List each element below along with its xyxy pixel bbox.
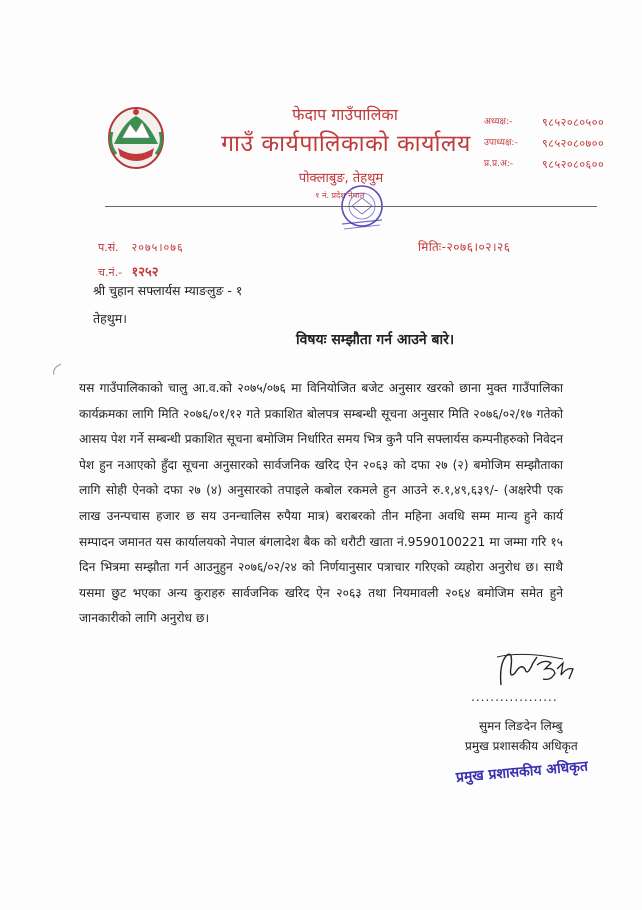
letter-number-value: १२५२ [131,265,159,280]
contact-label: अध्यक्ष:- [484,117,513,127]
municipality-name: फेदाप गाउँपालिका [292,105,398,124]
contact-row-vice-chair [484,133,604,154]
addressee-name: श्री चुहान सफ्लार्यस म्याङलुङ - १ [93,283,243,298]
signatory-title: प्रमुख प्रशासकीय अधिकृत [465,739,578,753]
contact-phone: ९८५२०८०६०० [542,158,605,171]
contact-phone: ९८५२०८०५०० [542,116,605,129]
contact-label: उपाध्यक्ष:- [484,138,518,148]
municipality-emblem-logo [106,104,166,174]
letter-date: मितिः-२०७६।०२।२६ [418,240,511,254]
signature-line: .................. [471,690,558,704]
letter-number-line [98,262,159,280]
fiscal-year-label: प.सं. [98,241,119,254]
signatory-name: सुमन लिङदेन लिम्बु [479,719,563,733]
contact-label: प्र.प्र.अ:- [484,159,514,169]
contact-phone: ९८५२०८०७०० [542,137,605,150]
designation-stamp: प्रमुख प्रशासकीय अधिकृत [455,758,589,786]
office-name: गाउँ कार्यपालिकाको कार्यालय [221,131,471,157]
contact-row-chair [484,112,604,133]
margin-mark-icon [50,362,64,378]
fiscal-year-line [98,240,184,255]
addressee-place: तेहथुम। [93,311,127,326]
office-address: पोक्लाबुङ, तेहथुम [298,171,384,186]
header-divider [105,206,597,207]
office-round-stamp [330,184,394,232]
letter-body: यस गाउँपालिकाको चालु आ.व.को २०७५/०७६ मा विनियोजित बजेट अनुसार खरको छाना मुक्त गाउँपालिका कार्यक्रमका लागि मिति २०७६/०१/१२ गते प्रकाशित बोलपत्र सम्बन्धी सूचना अनुसार मिति २०७६/०२/१७ गतेको आसय पेश गर्ने सम्बन्धी प्रकाशित सूचना बमोजिम निर्धारित समय भित्र कुनै पनि सफ्लार्यस कम्पनीहरुको निवेदन पेश हुन नआएको हुँदा सूचना अनुसारको सार्वजनिक खरिद ऐन २०६३ को दफा २७ (२) बमोजिम सम्झौताका लागि सोही ऐनको दफा २७ (४) अनुसारको तपाइले कबोल रकमले हुन आउने रु.१,४९,६३९/- (अक्षरेपी एक लाख उनन्पचास हजार छ सय उनन्चालिस रुपैया मात्र) बराबरको तीन महिना अवधि सम्म मान्य हुने कार्य सम्पादन जमानत यस कार्यालयको नेपाल बंगलादेश बैक को धरौटी खाता नं.9590100221 मा जम्मा गरि १५ दिन भित्रमा सम्झौता गर्न आउनुहुन २०७६/०२/२४ को निर्णयानुसार पत्राचार गरिएको व्यहोरा अनुरोध छ। साथै यसमा छुट भएका अन्य कुराहरु सार्वजनिक खरिद ऐन २०६३ तथा नियमावली २०६४ बमोजिम समेत हुने जानकारीको लागि अनुरोध छ। [79,381,563,626]
contact-row-cao [484,154,604,175]
letter-number-label: च.नं.- [98,266,123,279]
letter-subject: विषयः सम्झौता गर्न आउने बारे। [296,332,455,348]
contact-numbers [484,112,604,175]
fiscal-year-value: २०७५।०७६ [131,241,184,254]
handwritten-signature [493,645,583,695]
province-line: १ नं. प्रदेश नेपाल [315,191,365,200]
